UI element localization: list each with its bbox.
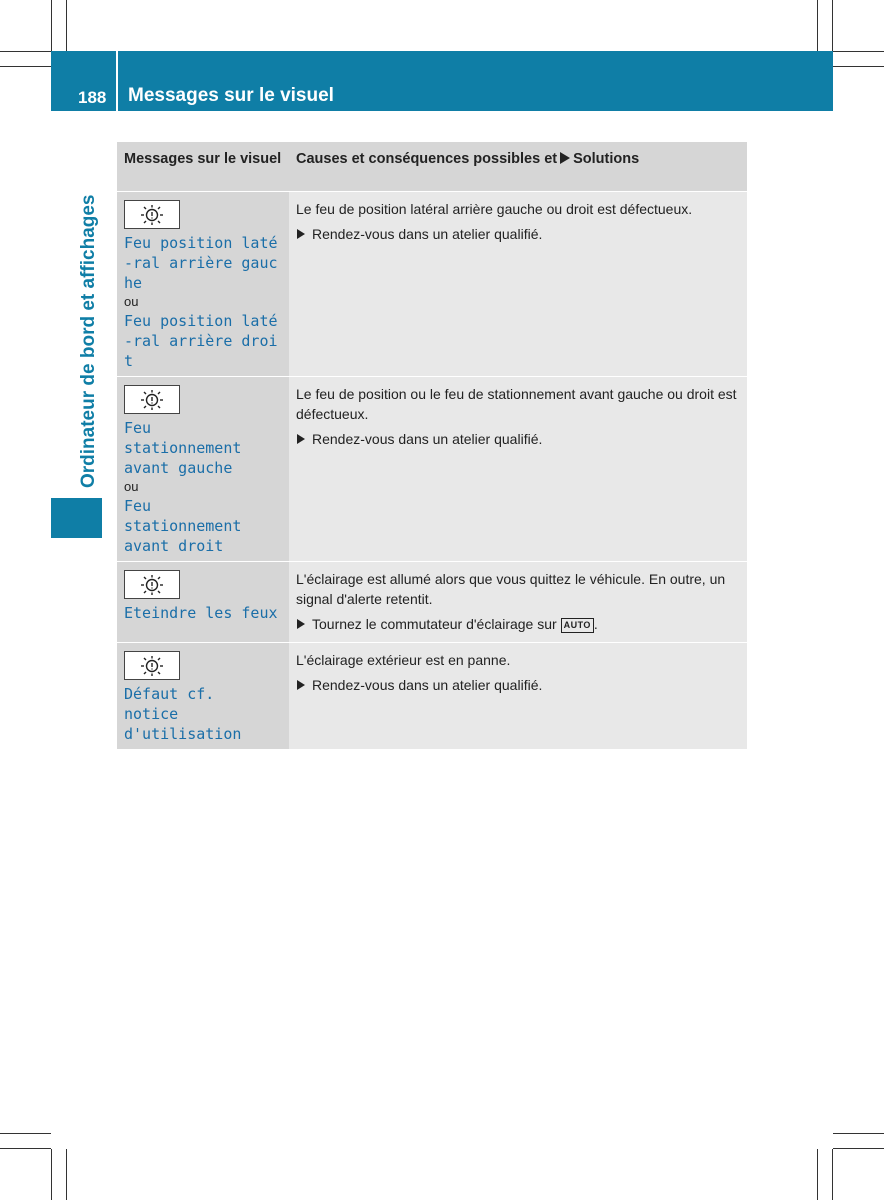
column-header-causes [289, 142, 747, 192]
crop-mark [0, 1148, 51, 1149]
message-cell [117, 377, 289, 562]
crop-mark [833, 51, 884, 52]
arrow-icon [297, 680, 305, 690]
arrow-icon [297, 434, 305, 444]
page-title: Messages sur le visuel [128, 85, 334, 106]
message-text: Feu stationnement avant gauche [124, 419, 242, 477]
light-warning-icon [124, 200, 180, 229]
message-cell [117, 643, 289, 750]
crop-mark [0, 1133, 51, 1134]
cause-cell [289, 643, 747, 750]
arrow-icon [560, 152, 570, 164]
crop-mark [817, 0, 818, 51]
column-header-messages: Messages sur le visuel [117, 142, 289, 192]
or-label: ou [124, 479, 139, 494]
crop-mark [66, 1149, 67, 1200]
chapter-tab [51, 498, 102, 538]
table-row [117, 643, 747, 750]
crop-mark [0, 66, 51, 67]
solution-text: Rendez-vous dans un atelier qualifié. [312, 431, 543, 447]
crop-mark [833, 1148, 884, 1149]
crop-mark [817, 1149, 818, 1200]
message-text: Défaut cf. notice d'utilisation [124, 685, 242, 743]
message-text: Feu position laté-ral arrière gauche [124, 234, 278, 292]
crop-mark [832, 0, 833, 51]
auto-key-symbol: AUTO [561, 618, 594, 633]
crop-mark [51, 1149, 52, 1200]
chapter-label: Ordinateur de bord et affichages [78, 194, 99, 488]
crop-mark [0, 51, 51, 52]
solution-item [296, 224, 740, 244]
header-divider [116, 51, 118, 111]
light-warning-icon [124, 570, 180, 599]
table-row [117, 192, 747, 377]
solution-item [296, 614, 740, 634]
crop-mark [833, 66, 884, 67]
or-label: ou [124, 294, 139, 309]
light-warning-icon [124, 651, 180, 680]
arrow-icon [297, 619, 305, 629]
arrow-icon [297, 229, 305, 239]
cause-text: Le feu de position ou le feu de stationnement avant gauche ou droit est défectueux. [296, 386, 737, 422]
display-messages-table [117, 142, 747, 749]
table-row [117, 377, 747, 562]
cause-text: L'éclairage extérieur est en panne. [296, 652, 511, 668]
solution-text: Tournez le commutateur d'éclairage sur [312, 616, 557, 632]
message-cell [117, 562, 289, 643]
message-cell [117, 192, 289, 377]
cause-text: L'éclairage est allumé alors que vous quittez le véhicule. En outre, un signal d'alerte retentit. [296, 571, 726, 607]
crop-mark [832, 1149, 833, 1200]
solution-item [296, 429, 740, 449]
light-warning-icon [124, 385, 180, 414]
table-header-row [117, 142, 747, 192]
page-number: 188 [78, 88, 107, 107]
solution-text: Rendez-vous dans un atelier qualifié. [312, 226, 543, 242]
message-text: Eteindre les feux [124, 604, 278, 622]
message-text: Feu stationnement avant droit [124, 497, 242, 555]
solution-item [296, 675, 740, 695]
column-header-solutions-text: Solutions [573, 151, 640, 167]
table-row [117, 562, 747, 643]
solution-end: . [593, 616, 598, 632]
solution-text: Rendez-vous dans un atelier qualifié. [312, 677, 543, 693]
cause-cell [289, 377, 747, 562]
crop-mark [833, 1133, 884, 1134]
crop-mark [66, 0, 67, 51]
cause-text: Le feu de position latéral arrière gauche ou droit est défectueux. [296, 201, 693, 217]
crop-mark [51, 0, 52, 51]
cause-cell [289, 192, 747, 377]
cause-cell [289, 562, 747, 643]
column-header-causes-text: Causes et conséquences possibles et [296, 151, 558, 167]
message-text: Feu position laté-ral arrière droit [124, 312, 278, 370]
